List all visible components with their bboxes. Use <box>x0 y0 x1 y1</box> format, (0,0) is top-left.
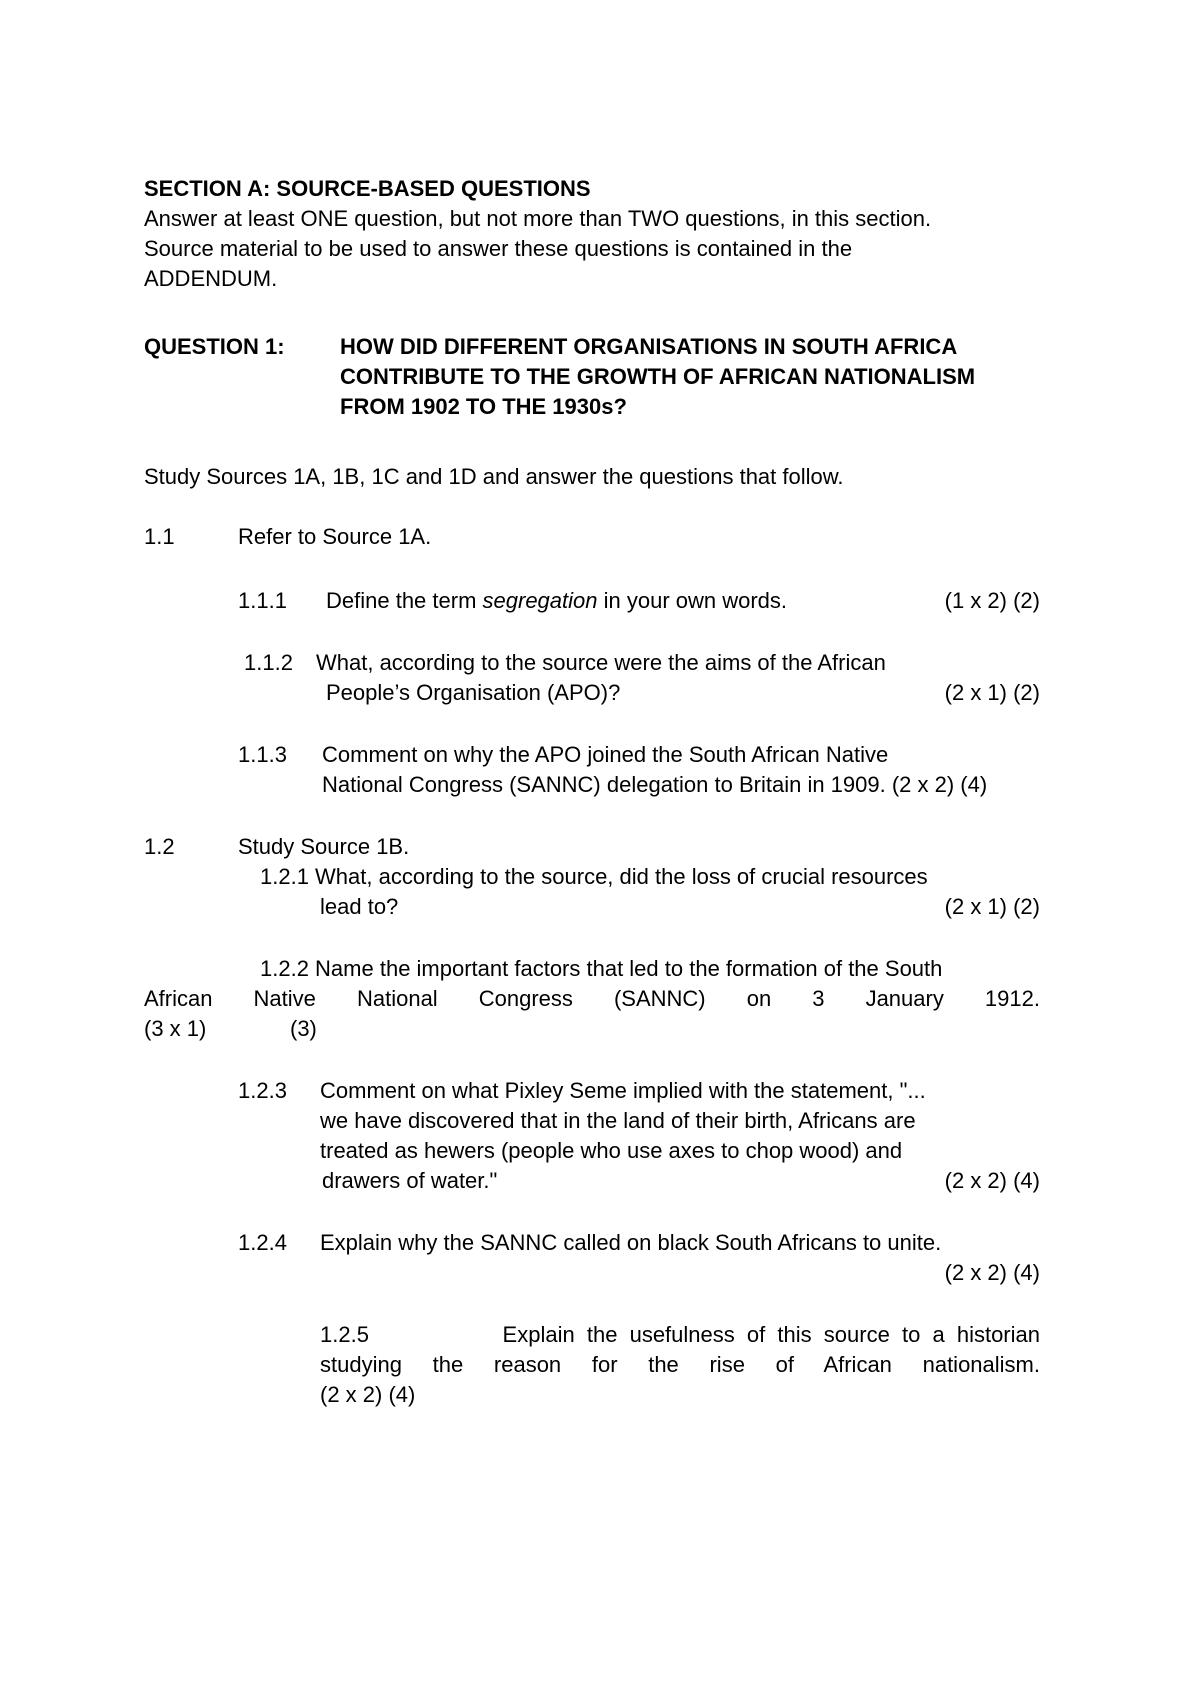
q1-2-2-line-1: 1.2.2 Name the important factors that led to the formation of the South <box>260 956 943 981</box>
q1-2-3-line-4: drawers of water." <box>322 1168 498 1193</box>
q1-2-text: Study Source 1B. <box>238 834 410 859</box>
q1-1-2-line-2: People’s Organisation (APO)? <box>326 680 621 705</box>
section-instruction-line-2: Source material to be used to answer these questions is contained in the <box>144 236 853 261</box>
q1-1-3-number: 1.1.3 <box>238 742 287 767</box>
q1-2-2-line-2: African Native National Congress (SANNC) on 3 January 1912. <box>144 986 1040 1011</box>
q1-1-2-marks: (2 x 1) (2) <box>944 680 1040 705</box>
q1-2-5-marks: (2 x 2) (4) <box>320 1382 416 1407</box>
q1-2-4-number: 1.2.4 <box>238 1230 287 1255</box>
q1-2-3-marks: (2 x 2) (4) <box>944 1168 1040 1193</box>
q1-2-1-line-1: 1.2.1 What, according to the source, did the loss of crucial resources <box>260 864 928 889</box>
question-1-title-line-1: HOW DID DIFFERENT ORGANISATIONS IN SOUTH AFRICA <box>340 334 958 359</box>
q1-2-5-line-1: 1.2.5 Explain the usefulness of this source to a historian <box>320 1322 1040 1347</box>
q1-1-3-line-1: Comment on why the APO joined the South African Native <box>322 742 889 767</box>
q1-2-3-line-2: we have discovered that in the land of their birth, Africans are <box>320 1108 916 1133</box>
q1-2-2-marks-b: (3) <box>290 1016 317 1041</box>
q1-2-number: 1.2 <box>144 834 175 859</box>
q1-2-3-line-3: treated as hewers (people who use axes to chop wood) and <box>320 1138 903 1163</box>
q1-2-5-line-2: studying the reason for the rise of African nationalism. <box>320 1352 1040 1377</box>
q1-1-2-number: 1.1.2 <box>244 650 293 675</box>
question-1-label: QUESTION 1: <box>144 334 285 359</box>
q1-2-4-marks: (2 x 2) (4) <box>944 1260 1040 1285</box>
q1-1-1-text: Define the term segregation in your own words. <box>326 588 788 613</box>
q1-2-1-line-2: lead to? <box>320 894 399 919</box>
q1-2-4-line-1: Explain why the SANNC called on black South Africans to unite. <box>320 1230 942 1255</box>
section-instruction-line-3: ADDENDUM. <box>144 266 278 291</box>
q1-2-2-marks-a: (3 x 1) <box>144 1016 207 1041</box>
q1-1-text: Refer to Source 1A. <box>238 524 432 549</box>
section-instruction-line-1: Answer at least ONE question, but not more than TWO questions, in this section. <box>144 206 932 231</box>
q1-1-3-line-2: National Congress (SANNC) delegation to Britain in 1909. (2 x 2) (4) <box>322 772 988 797</box>
q1-1-number: 1.1 <box>144 524 175 549</box>
q1-1-2-line-1: What, according to the source were the aims of the African <box>316 650 886 675</box>
question-1-intro: Study Sources 1A, 1B, 1C and 1D and answer the questions that follow. <box>144 464 844 489</box>
section-heading: SECTION A: SOURCE-BASED QUESTIONS <box>144 176 591 201</box>
q1-1-1-marks: (1 x 2) (2) <box>944 588 1040 613</box>
question-1-title-line-2: CONTRIBUTE TO THE GROWTH OF AFRICAN NATIONALISM <box>340 364 976 389</box>
question-1-title-line-3: FROM 1902 TO THE 1930s? <box>340 394 627 419</box>
q1-1-1-number: 1.1.1 <box>238 588 287 613</box>
q1-2-1-marks: (2 x 1) (2) <box>944 894 1040 919</box>
q1-2-3-number: 1.2.3 <box>238 1078 287 1103</box>
q1-2-3-line-1: Comment on what Pixley Seme implied with the statement, "... <box>320 1078 926 1103</box>
